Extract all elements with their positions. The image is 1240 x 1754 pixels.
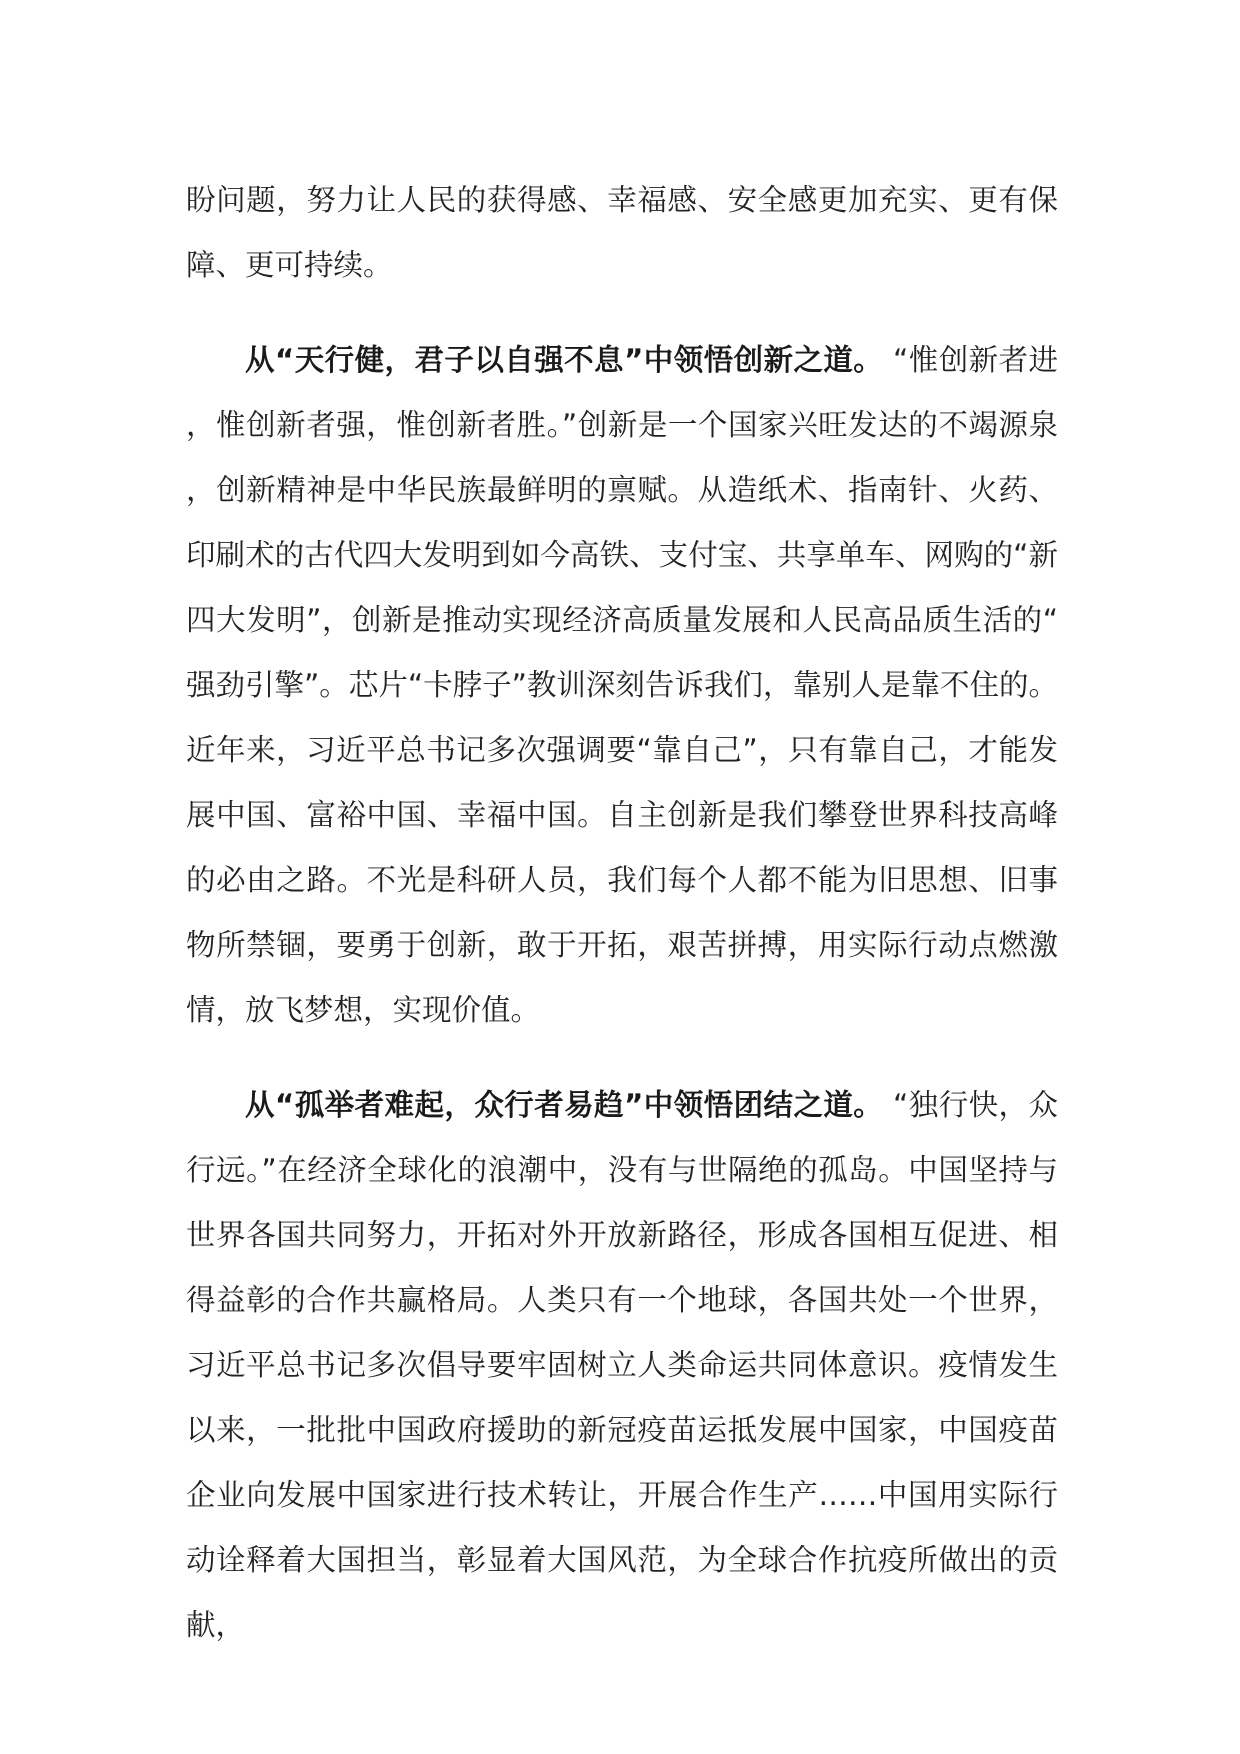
document-body [186, 168, 1058, 1658]
paragraph-text: “独行快，众行远。”在经济全球化的浪潮中，没有与世隔绝的孤岛。中国坚持与世界各国共同努力，开拓对外开放新路径，形成各国相互促进、相得益彰的合作共赢格局。人类只有一个地球，各国共处一个世界，习近平总书记多次倡导要牢固树立人类命运共同体意识。疫情发生以来，一批批中国政府援助的新冠疫苗运抵发展中国家，中国疫苗企业向发展中国家进行技术转让，开展合作生产……中国用实际行动诠释着大国担当，彰显着大国风范，为全球合作抗疫所做出的贡献， [186, 1088, 1058, 1642]
paragraph-innovation [186, 328, 1058, 1043]
paragraph-lead: 从“孤举者难起，众行者易趋”中领悟团结之道。 [245, 1088, 884, 1122]
paragraph-lead: 从“天行健，君子以自强不息”中领悟创新之道。 [245, 343, 884, 377]
paragraph-text: “惟创新者进，惟创新者强，惟创新者胜。”创新是一个国家兴旺发达的不竭源泉，创新精神是中华民族最鲜明的禀赋。从造纸术、指南针、火药、印刷术的古代四大发明到如今高铁、支付宝、共享单车、网购的“新四大发明”，创新是推动实现经济高质量发展和人民高品质生活的“强劲引擎”。芯片“卡脖子”教训深刻告诉我们，靠别人是靠不住的。近年来，习近平总书记多次强调要“靠自己”，只有靠自己，才能发展中国、富裕中国、幸福中国。自主创新是我们攀登世界科技高峰的必由之路。不光是科研人员，我们每个人都不能为旧思想、旧事物所禁锢，要勇于创新，敢于开拓，艰苦拼搏，用实际行动点燃激情，放飞梦想，实现价值。 [186, 343, 1058, 1027]
paragraph-continuation [186, 168, 1058, 298]
paragraph-unity [186, 1073, 1058, 1658]
paragraph-text: 盼问题，努力让人民的获得感、幸福感、安全感更加充实、更有保障、更可持续。 [186, 183, 1058, 282]
